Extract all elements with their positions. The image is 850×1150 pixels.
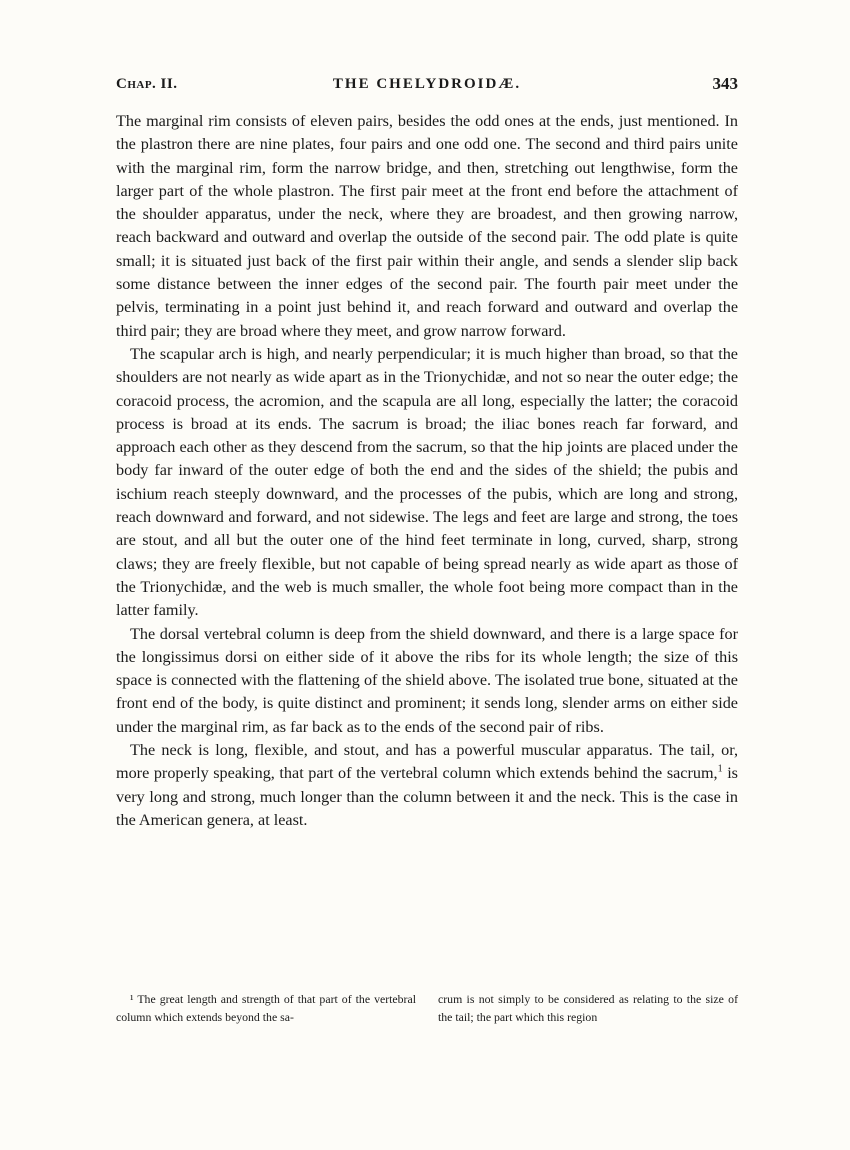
footnote-right-column: crum is not simply to be considered as relating to the size of the tail; the part which this region xyxy=(438,992,738,1024)
footnotes xyxy=(116,990,738,1026)
page-number: 343 xyxy=(712,74,738,93)
paragraph-neck-tail-after: is very long and strong, much longer than the column between it and the neck. This is the case in the American genera, at least. xyxy=(116,764,738,829)
chapter-label: Chap. II. xyxy=(116,76,178,92)
paragraph-scapular-arch: The scapular arch is high, and nearly perpendicular; it is much higher than broad, so that the shoulders are not nearly as wide apart as in the Trionychidæ, and not so near the outer edge; the coracoid process, the acromion, and the scapula are all long, especially the latter; the coracoid process is broad at its ends. The sacrum is broad; the iliac bones reach far forward, and approach each other as they descend from the sacrum, so that the hip joints are placed under the body far inward of the outer edge of both the end and the sides of the shield; the pubis and ischium reach steeply downward, and the processes of the pubis, which are long and strong, reach downward and forward, and not sidewise. The legs and feet are large and strong, the toes are stout, and all but the outer one of the hind feet terminate in long, curved, sharp, strong claws; they are freely flexible, but not capable of being spread nearly as wide apart as those of the Trionychidæ, and the web is much smaller, the whole foot being more compact than in the latter family. xyxy=(116,344,738,620)
book-page xyxy=(116,70,738,1024)
paragraph-neck-tail xyxy=(116,739,738,832)
footnote-marker: 1 xyxy=(717,763,723,775)
paragraph-marginal-rim: The marginal rim consists of eleven pairs, besides the odd ones at the ends, just mentioned. In the plastron there are nine plates, four pairs and one odd one. The second and third pairs unite with the marginal rim, form the narrow bridge, and then, stretching out lengthwise, form the larger part of the whole plastron. The first pair meet at the front end before the attachment of the shoulder apparatus, under the neck, where they are broadest, and then growing narrow, reach backward and outward and overlap the outside of the second pair. The odd plate is quite small; it is situated just back of the first pair within their angle, and sends a slender slip back some distance between the inner edges of the second pair. The fourth pair meet under the pelvis, terminating in a point just behind it, and reach forward and outward and overlap the third pair; they are broad where they meet, and grow narrow forward. xyxy=(116,112,738,340)
running-title: THE CHELYDROIDÆ. xyxy=(332,76,522,92)
paragraph-neck-tail-before: The neck is long, flexible, and stout, and has a powerful muscular apparatus. The tail, or, more properly speaking, that part of the vertebral column which extends behind the sacrum, xyxy=(116,741,738,783)
footnote-left-column: ¹ The great length and strength of that part of the vertebral column which extends beyond the sa- xyxy=(116,992,416,1024)
running-head xyxy=(116,70,738,96)
body-text xyxy=(116,110,738,832)
paragraph-dorsal-column: The dorsal vertebral column is deep from the shield downward, and there is a large space for the longissimus dorsi on either side of it above the ribs for its whole length; the size of this space is connected with the flattening of the shield above. The isolated true bone, situated at the front end of the body, is quite distinct and prominent; it sends long, slender arms on either side under the marginal rim, as far back as to the ends of the second pair of ribs. xyxy=(116,624,738,736)
